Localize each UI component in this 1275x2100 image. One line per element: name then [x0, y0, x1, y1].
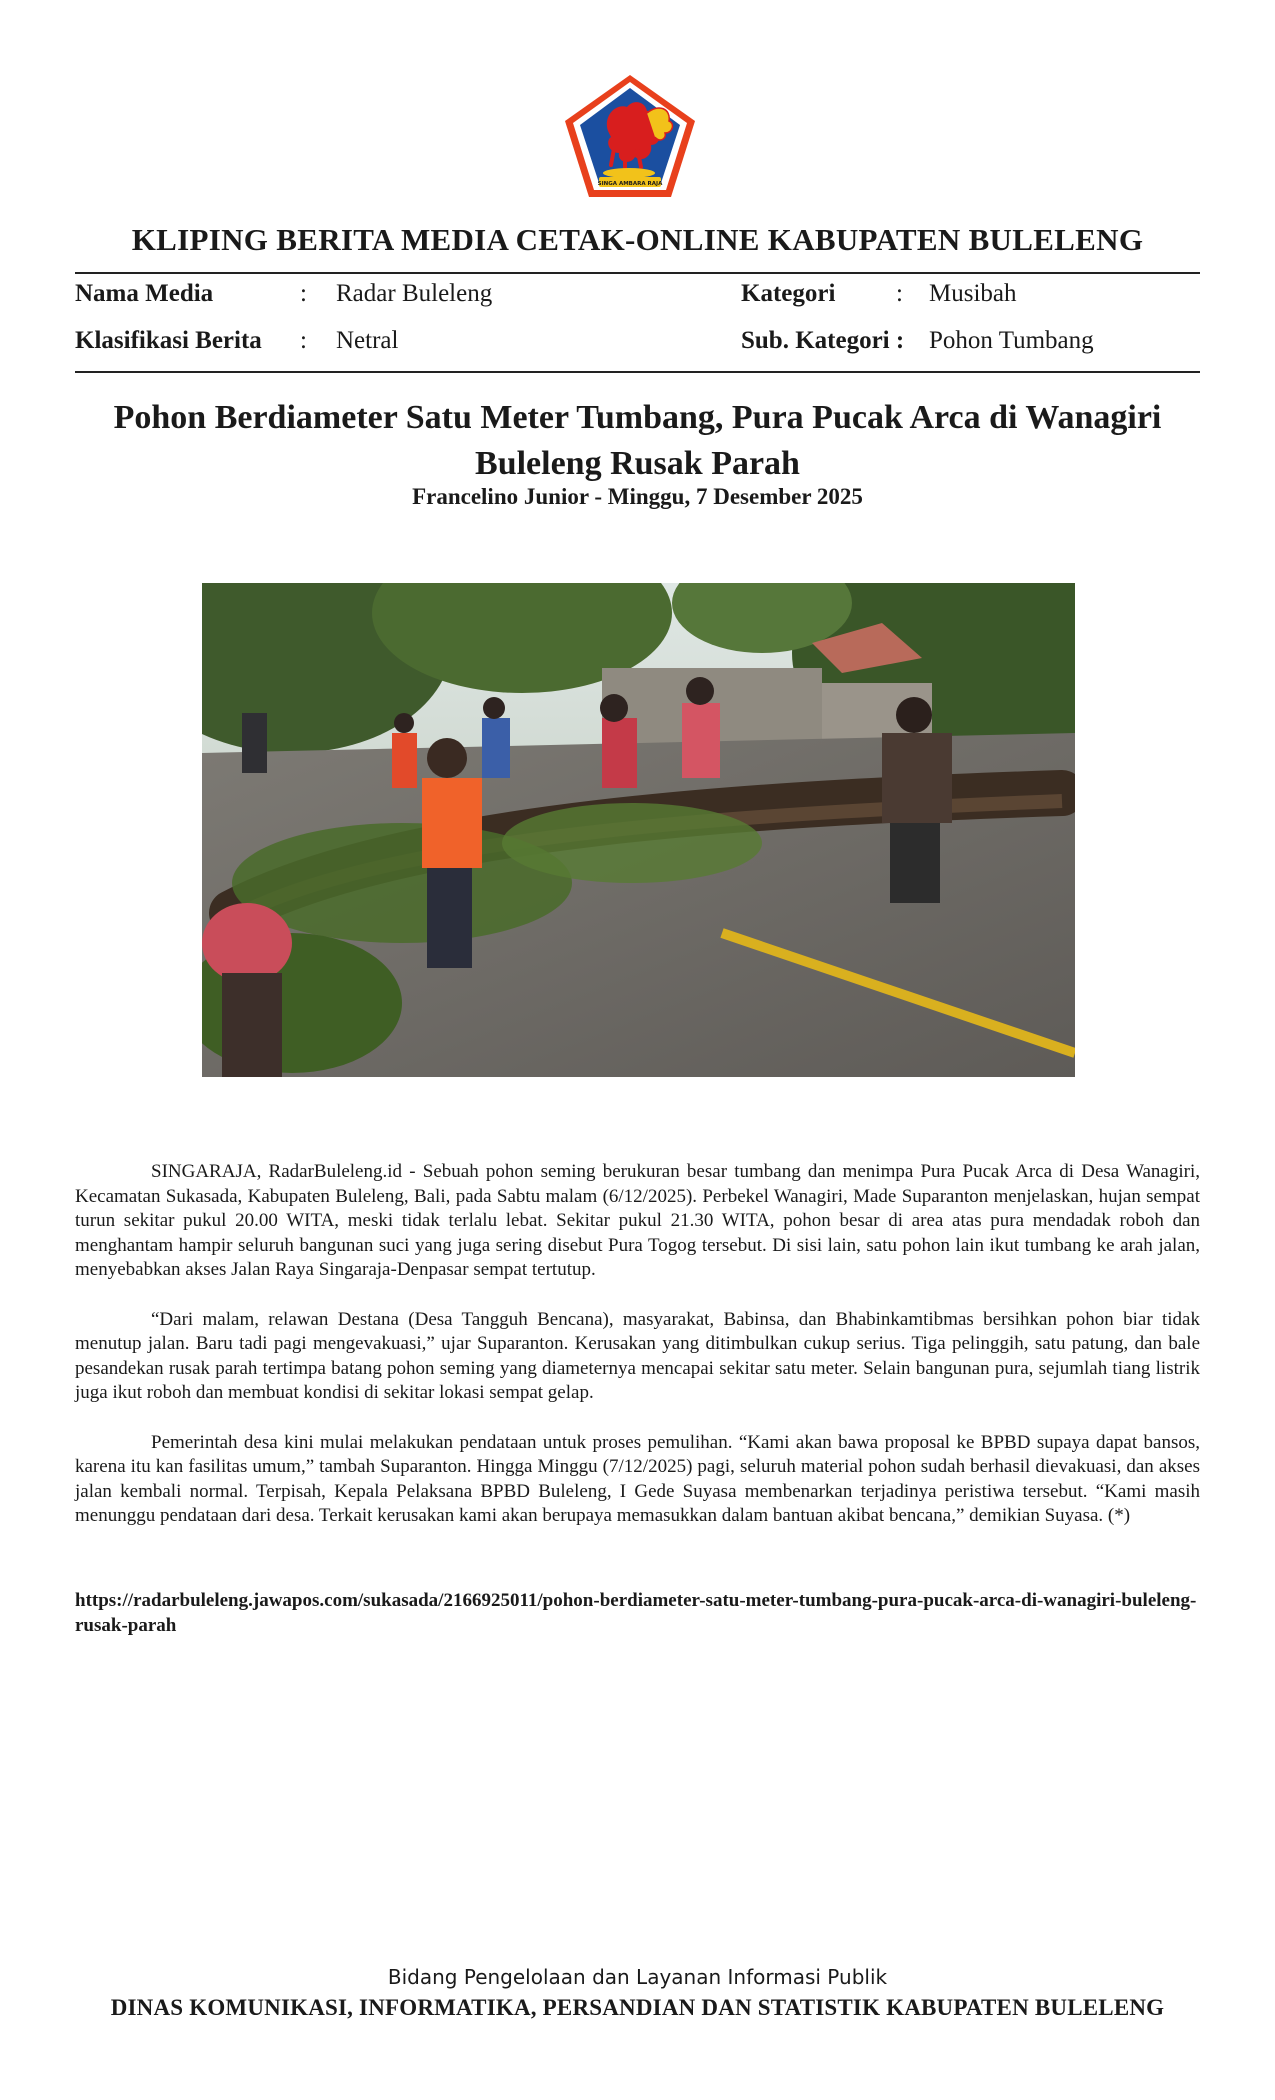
svg-text:SINGA AMBARA RAJA: SINGA AMBARA RAJA — [597, 181, 663, 187]
subcategory-value: Pohon Tumbang — [929, 327, 1094, 354]
article-body — [75, 1160, 1200, 1554]
article-paragraph: SINGARAJA, RadarBuleleng.id - Sebuah pohon seming berukuran besar tumbang dan menimpa Pura Pucak Arca di Desa Wanagiri, Kecamatan Sukasada, Kabupaten Buleleng, Bali, pada Sabtu malam (6/12/2025). Perbekel Wanagiri, Made Suparanton menjelaskan, hujan sempat turun sekitar pukul 20.00 WITA, meski tidak terlalu lebat. Sekitar pukul 21.30 WITA, pohon besar di area atas pura mendadak roboh dan menghantam hampir seluruh bangunan suci yang juga sering disebut Pura Togog tersebut. Di sisi lain, satu pohon lain ikut tumbang ke arah jalan, menyebabkan akses Jalan Raya Singaraja-Denpasar sempat tertutup. — [75, 1161, 1200, 1280]
media-colon: : — [300, 280, 307, 307]
article-paragraph: “Dari malam, relawan Destana (Desa Tangguh Bencana), masyarakat, Babinsa, dan Bhabinkamtibmas bersihkan pohon biar tidak menutup jalan. Baru tadi pagi mengevakuasi,” ujar Suparanton. Kerusakan yang ditimbulkan cukup serius. Tiga pelinggih, satu patung, dan bale pesandekan rusak parah tertimpa batang pohon seming yang diameternya mencapai sekitar satu meter. Selain bangunan pura, sejumlah tiang listrik juga ikut roboh dan membuat kondisi di sekitar lokasi sempat gelap. — [75, 1308, 1200, 1403]
classification-value: Netral — [336, 327, 399, 354]
header-divider — [75, 272, 1200, 274]
footer-department: DINAS KOMUNIKASI, INFORMATIKA, PERSANDIAN DAN STATISTIK KABUPATEN BULELENG — [110, 1995, 1165, 2020]
article-photo — [202, 583, 1075, 1077]
media-value: Radar Buleleng — [336, 280, 493, 307]
document-title: KLIPING BERITA MEDIA CETAK-ONLINE KABUPATEN BULELENG — [131, 222, 1144, 257]
media-label: Nama Media — [75, 280, 214, 307]
source-link[interactable]: https://radarbuleleng.jawapos.com/sukasada/2166925011/pohon-berdiameter-satu-meter-tumbang-pura-pucak-arca-di-wanagiri-buleleng-rusak-parah — [75, 1590, 1197, 1636]
kabupaten-buleleng-logo — [563, 73, 697, 199]
article-paragraph: Pemerintah desa kini mulai melakukan pendataan untuk proses pemulihan. “Kami akan bawa proposal ke BPBD supaya dapat bansos, karena itu kan fasilitas umum,” tambah Suparanton. Hingga Minggu (7/12/2025) pagi, seluruh material pohon sudah berhasil dievakuasi, dan akses jalan kembali normal. Terpisah, Kepala Pelaksana BPBD Buleleng, I Gede Suyasa membenarkan terjadinya peristiwa tersebut. “Kami masih menunggu pendataan dari desa. Terkait kerusakan kami akan berupaya memasukkan dalam bantuan akibat bencana,” demikian Suyasa. (*) — [75, 1431, 1200, 1526]
article-byline: Francelino Junior - Minggu, 7 Desember 2025 — [412, 484, 863, 509]
classification-label: Klasifikasi Berita — [75, 327, 262, 354]
category-label: Kategori — [741, 280, 836, 307]
category-colon: : — [896, 280, 903, 307]
category-value: Musibah — [929, 280, 1017, 307]
article-headline: Pohon Berdiameter Satu Meter Tumbang, Pura Pucak Arca di Wanagiri Buleleng Rusak Parah — [113, 399, 1162, 482]
footer-unit: Bidang Pengelolaan dan Layanan Informasi Publik — [387, 1965, 888, 1989]
subcategory-label: Sub. Kategori : — [741, 327, 905, 354]
classification-colon: : — [300, 327, 307, 354]
meta-divider — [75, 371, 1200, 373]
